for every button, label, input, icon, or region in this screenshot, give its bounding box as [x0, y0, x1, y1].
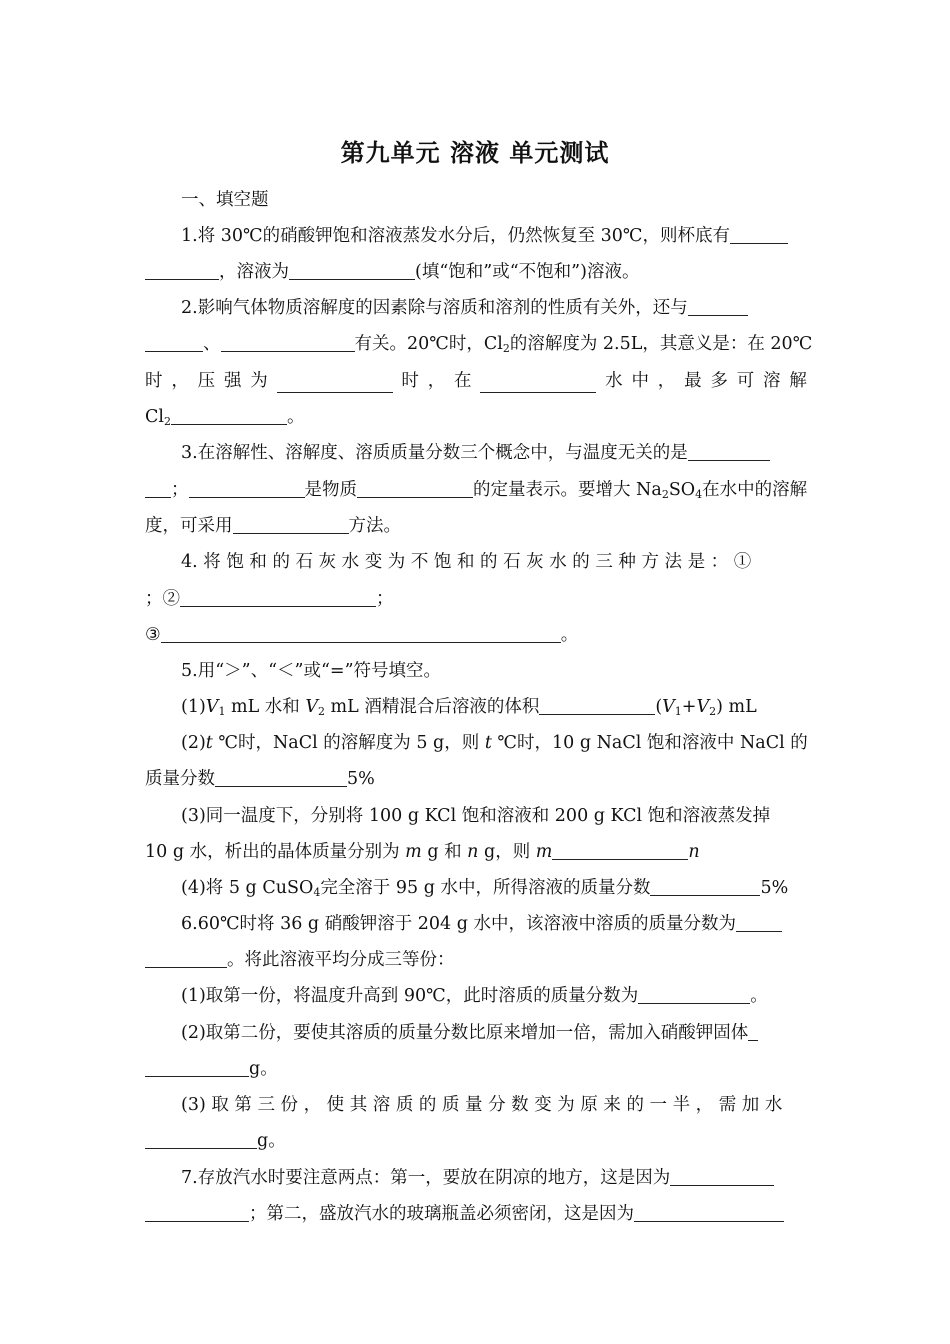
question-2-line-1: 2.影响气体物质溶解度的因素除与溶质和溶剂的性质有关外，还与 [181, 296, 807, 320]
question-3-line-1: 3.在溶解性、溶解度、溶质质量分数三个概念中，与温度无关的是 [181, 441, 807, 465]
answer-blank[interactable] [748, 1022, 758, 1041]
answer-blank[interactable] [634, 1203, 784, 1222]
answer-blank[interactable] [221, 333, 355, 352]
question-3-line-3: 度，可采用 方法。 [145, 516, 401, 536]
answer-blank[interactable] [730, 225, 788, 244]
question-5-part-4: (4)将 5 g CuSO$_4$完全溶于 95 g 水中，所得溶液的质量分数 5% [181, 878, 789, 899]
question-3-line-2: ； 是物质 的定量表示。要增大 $Na_2SO_4$在水中的溶解 [145, 478, 807, 507]
question-4-line-1: 4. 将 饱 和 的 石 灰 水 变 为 不 饱 和 的 石 灰 水 的 三 种 方 法 是 ： ① [181, 552, 752, 572]
question-5-part-2-line-2: 质量分数 5% [145, 769, 375, 789]
answer-blank[interactable] [171, 406, 287, 425]
question-5-part-2-line-1: (2)t ℃时，NaCl 的溶解度为 5 g，则 t ℃时，10 g NaCl 饱和溶液中 NaCl 的 [181, 733, 808, 753]
answer-blank[interactable] [688, 297, 748, 316]
section-heading: 一、填空题 [181, 190, 269, 210]
question-6-part-2-line-2: g。 [145, 1057, 807, 1081]
answer-blank[interactable] [180, 588, 376, 607]
answer-blank[interactable] [161, 624, 561, 643]
answer-blank[interactable] [145, 261, 219, 280]
answer-blank[interactable] [145, 1130, 257, 1149]
answer-blank[interactable] [145, 333, 203, 352]
page-title: 第九单元 溶液 单元测试 [340, 139, 610, 167]
question-2-line-2: 、 有关。20℃时，$Cl_2$的溶解度为 2.5L，其意义是：在 20℃ [145, 332, 807, 361]
answer-blank[interactable] [480, 374, 596, 393]
question-1-line-2: ，溶液为 (填“饱和”或“不饱和”)溶液。 [145, 260, 807, 284]
question-6-part-3-line-1: (3) 取 第 三 份 ， 使 其 溶 质 的 质 量 分 数 变 为 原 来 的 一 半 ， 需 加 水 [181, 1095, 783, 1115]
answer-blank[interactable] [277, 374, 393, 393]
answer-blank[interactable] [145, 949, 227, 968]
question-7-line-1: 7.存放汽水时要注意两点：第一，要放在阴凉的地方，这是因为 [181, 1166, 807, 1190]
answer-blank[interactable] [552, 841, 688, 860]
answer-blank[interactable] [145, 1058, 249, 1077]
question-4-line-3: ③ 。 [145, 625, 579, 645]
question-1-line-1: 1.将 30℃的硝酸钾饱和溶液蒸发水分后，仍然恢复至 30℃，则杯底有 [181, 224, 807, 248]
answer-blank[interactable] [233, 515, 349, 534]
question-5-part-1: $(1)V_1$ mL 水和 $V_2$ mL 酒精混合后溶液的体积 $(V_1+V_2)$ mL [181, 697, 757, 718]
answer-blank[interactable] [539, 696, 655, 715]
question-6-part-2-line-1: (2)取第二份，要使其溶质的质量分数比原来增加一倍，需加入硝酸钾固体 [181, 1021, 807, 1045]
answer-blank[interactable] [289, 261, 415, 280]
question-6-line-1: 6.60℃时将 36 g 硝酸钾溶于 204 g 水中，该溶液中溶质的质量分数为 [181, 912, 807, 936]
question-6-line-2: 。将此溶液平均分成三等份： [145, 948, 807, 972]
question-5-part-3-line-1: (3)同一温度下，分别将 100 g KCl 饱和溶液和 200 g KCl 饱和溶液蒸发掉 [181, 806, 771, 826]
answer-blank[interactable] [189, 479, 305, 498]
answer-blank[interactable] [638, 985, 750, 1004]
answer-blank[interactable] [145, 1203, 249, 1222]
answer-blank[interactable] [650, 877, 760, 896]
answer-blank[interactable] [670, 1167, 774, 1186]
question-5-part-3-line-2: 10 g 水，析出的晶体质量分别为 m g 和 n g，则 m n [145, 842, 700, 862]
answer-blank[interactable] [688, 442, 770, 461]
answer-blank[interactable] [215, 768, 347, 787]
answer-blank[interactable] [145, 479, 171, 498]
answer-blank[interactable] [357, 479, 473, 498]
question-5-heading: 5.用“＞”、“＜”或“=”符号填空。 [181, 661, 442, 681]
question-2-line-3: 时 ， 压 强 为 时 ， 在 水 中 ， 最 多 可 溶 解 [145, 371, 807, 391]
question-6-part-3-line-2: g。 [145, 1129, 807, 1153]
question-4-line-2: ；② ； [145, 589, 394, 609]
question-7-line-2: ；第二，盛放汽水的玻璃瓶盖必须密闭，这是因为 [145, 1202, 807, 1226]
question-6-part-1: (1)取第一份，将温度升高到 90℃，此时溶质的质量分数为 。 [181, 986, 768, 1006]
question-2-line-4: $Cl_2$ 。 [145, 407, 305, 428]
answer-blank[interactable] [736, 913, 782, 932]
